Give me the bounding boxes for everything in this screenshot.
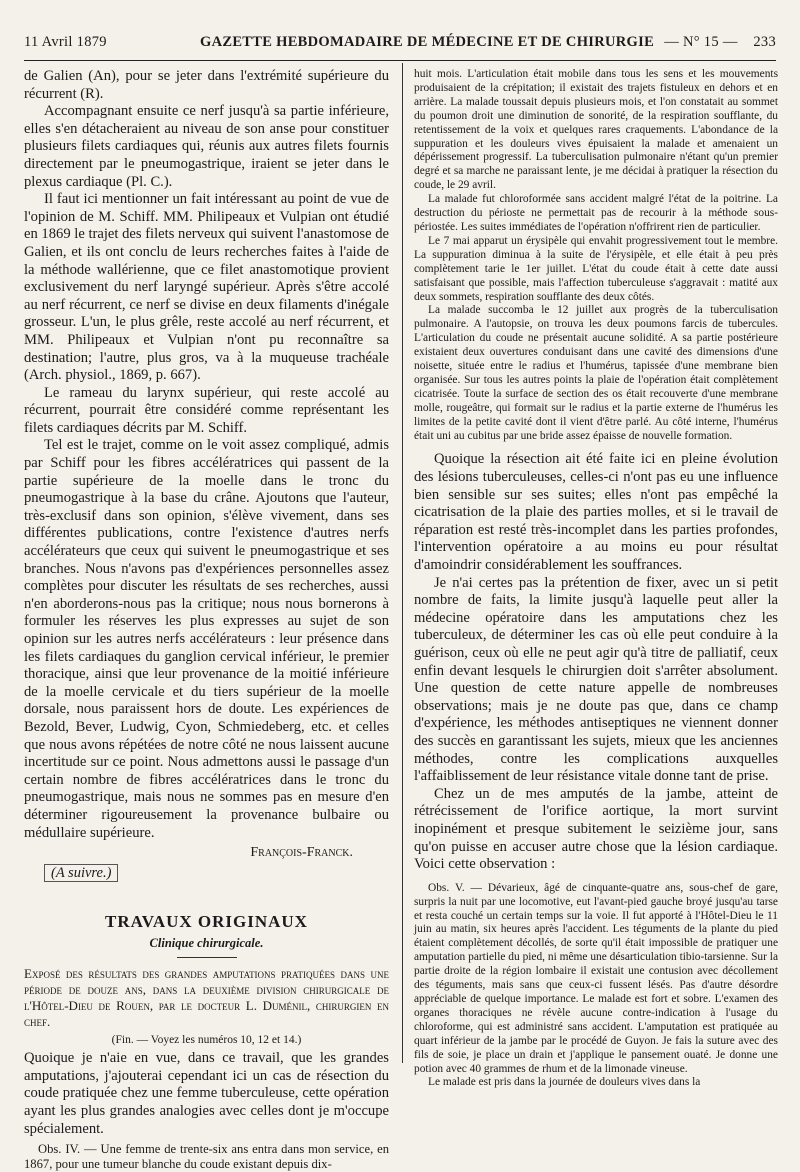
observation-paragraph: Obs. V. — Dévarieux, âgé de cinquante-quatre ans, sous-chef de gare, surpris la nuit par une locomotive, eut l'avant-pied gauche broyé jusqu'au tarse et resta couché un certain temps sur la voie. Il fut apporté à l'Hôtel-Dieu le 11 juin au matin, six heures après l'accident. Les téguments de la plante du pied étaient complètement décollés, de sorte qu'il était impossible de pratiquer une amputation partielle du pied, ni même une désarticulation tibio-tarsienne. Sur la partie droite de la région lombaire il existait une contusion avec décollement des téguments, mais sans que ceux-ci fussent lésés. Pas d'autre désordre appréciable de quelque importance. Le malade est fort et sobre. L'examen des organes thoraciques ne révèle aucune contre-indication à l'usage du chloroforme, qui est administré sans accident. L'amputation est pratiquée au quart inférieur de la jambe par le procédé de Guyon. Je fais la suture avec des fils de soie, je place un drain et j'applique le pansement ouaté. Je donne une potion avec 40 grammes de rhum et de la limonade vineuse. [414, 881, 778, 1075]
journal-title: GAZETTE HEBDOMADAIRE DE MÉDECINE ET DE CHIRURGIE [200, 34, 655, 50]
paragraph: Il faut ici mentionner un fait intéressant au point de vue de l'opinion de M. Schiff. MM. Philipeaux et Vulpian ont étudié en 1869 le trajet des filets nerveux qui suivent l'anastomose de Galien, et ils ont conclu de leurs recherches faites à l'aide de la méthode wallérienne, que ce filet anastomotique provient exclusivement du nerf laryngé supérieur. Après s'être accolé au nerf récurrent, ce nerf se divise en deux filaments d'inégale grosseur. L'un, le plus grêle, reste accolé au nerf récurrent, et MM. Philipeaux et Vulpian n'ont pu reconnaître sa destination; l'autre, plus gros, va à la muqueuse trachéale (Arch. physiol., 1869, p. 667). [24, 191, 389, 384]
issue-number-and-page [664, 34, 776, 51]
article-continuation-note: (Fin. — Voyez les numéros 10, 12 et 14.) [111, 1034, 302, 1047]
paragraph: Quoique la résection ait été faite ici en pleine évolution des lésions tuberculeuses, celles-ci n'ont pas eu une influence bien sensible sur ses suites; elles n'ont pas empêché la cicatrisation de la plaie des parties molles, et si le travail de réparation est resté très-incomplet dans les parties profondes, l'intervention opératoire a au moins eu pour résultat d'amoindrir considérablement les souffrances. [414, 451, 778, 574]
to-be-continued-text: (A suivre.) [44, 864, 118, 882]
paragraph: de Galien (An), pour se jeter dans l'extrémité supérieure du récurrent (R). [24, 68, 389, 102]
paragraph: Accompagnant ensuite ce nerf jusqu'à sa partie inférieure, elles s'en détacheraient au niveau de son anse pour constituer plusieurs filets cardiaques qui, réunis aux autres filets fournis directement par le pneumogastrique, iraient se jeter dans le plexus cardiaque (Pl. C.). [24, 103, 389, 190]
paragraph: Je n'ai certes pas la prétention de fixer, avec un si petit nombre de faits, la limite jusqu'à laquelle peut aller la médecine opératoire dans les amputations chez les tuberculeux, de déterminer les cas où elle peut conduire à la guérison, ceux où elle ne peut agir qu'à titre de palliatif, ceux enfin devant lesquels le chirurgien doit s'arrêter absolument. Une question de cette nature appelle de nombreuses observations; mais je ne doute pas que, dans ce champ d'expérience, les méthodes antiseptiques ne viennent donner des succès en garantissant les sujets, mieux que les anciennes méthodes, contre les complications auxquelles l'affaiblissement de leur résistance vitale donne tant de prise. [414, 574, 778, 785]
header-rule [24, 60, 776, 61]
right-column [414, 68, 778, 1090]
observation: Obs. IV. — Une femme de trente-six ans entra dans mon service, en 1867, pour une tumeur blanche du coude existant depuis dix- [24, 1142, 389, 1172]
left-column [24, 68, 389, 1172]
observation-paragraph: Le malade est pris dans la journée de douleurs vives dans la [428, 1076, 701, 1089]
observation-paragraph: La malade succomba le 12 juillet aux progrès de la tuberculisation pulmonaire. A l'autopsie, on trouva les deux poumons farcis de tubercules. L'articulation du coude ne présentait aucune solidité. A sa partie postérieure existaient deux ouvertures conduisant dans une cavité des dimensions d'une noisette, située entre le radius et l'humérus, tapissée d'une membrane bien organisée. Sur tous les autres points la plaie de l'opération était complètement cicatrisée. Toute la surface de section des os était recouverte d'une membrane molle, rougeâtre, qui formait sur le radius et la partie externe de l'humérus les limites de la petite cavité dont il vient d'être parlé. Au côté interne, l'humérus était uni au cubitus par une bride assez épaisse de nouvelle formation. [414, 304, 778, 442]
section-title: TRAVAUX ORIGINAUX [105, 912, 308, 932]
paragraph: Tel est le trajet, comme on le voit assez compliqué, admis par Schiff pour les fibres accélératrices qui passent de la partie supérieure de la moelle dans le tronc du pneumogastrique à la base du crâne. Ajoutons que l'auteur, très-exclusif dans son opinion, s'élève vivement, dans ses différentes publications, contre l'existence d'autres nerfs accélérateurs que ceux qui suivent le pneumogastrique et ses branches. Nous n'avons pas d'expériences personnelles assez complètes pour discuter les résultats de ses recherches, aussi n'en aborderons-nous pas la critique; nous nous bornerons à formuler les réserves les plus expresses au sujet de son opinion sur les autres nerfs accélérateurs : leur présence dans les filets cardiaques du ganglion cervical inférieur, le premier thoracique, ainsi que leur provenance de la moitié inférieure de la moelle cervicale et du tiers supérieur de la moelle dorsale, nous paraissent hors de doute. Les expériences de Bezold, Bever, Ludwig, Cyon, Schmiedeberg, etc. et celles que nous avons répétées de notre côté ne nous laissent aucune incertitude sur ce point. Nous admettons aussi le passage d'un certain nombre de fibres accélératrices dans le tronc du pneumogastrique, mais nous ne sommes pas en mesure d'en déterminer rigoureusement la provenance bulbaire ou médullaire supérieure. [24, 437, 389, 841]
observation-paragraph: huit mois. L'articulation était mobile dans tous les sens et les mouvements produisaient de la crépitation; il existait des trajets fistuleux en dehors et en arrière. La malade toussait depuis plusieurs mois, et l'on constatait au sommet du poumon droit une diminution de sonorité, de la respiration soufflante, du retentissement de la voix et quelques rares craquements. L'abondance de la suppuration et les douleurs vives épuisaient la malade et amenaient un dépérissement progressif. La tuberculisation pulmonaire n'étant qu'un premier degré et sa marche ne paraissant lente, je me décidai à pratiquer la résection du coude, le 29 avril. [414, 68, 778, 192]
spacer [414, 443, 778, 451]
paragraph: Chez un de mes amputés de la jambe, atteint de rétrécissement de l'orifice aortique, la mort survint inopinément et presque subitement le seizième jour, sans qu'on puisse en accuser autre chose que la lésion cardiaque. Voici cette observation : [414, 785, 778, 873]
column-divider [402, 63, 403, 1063]
section-rule [177, 957, 237, 958]
article-title: Exposé des résultats des grandes amputations pratiquées dans une période de douze ans, dans la deuxième division chirurgicale de l'Hôtel-Dieu de Rouen, par le docteur L. Duménil, chirurgien en chef. [24, 966, 389, 1030]
paragraph: Quoique je n'aie en vue, dans ce travail, que les grandes amputations, j'ajouterai cependant ici un cas de résection du coude pratiquée chez une femme tuberculeuse, cette opération ayant les plus grandes analogies avec celles dont je m'occupe spécialement. [24, 1050, 389, 1137]
issue-number: — N° 15 — [664, 34, 738, 50]
author-signature: François-Franck. [250, 845, 353, 861]
issue-date: 11 Avril 1879 [24, 34, 107, 50]
observation-paragraph: Le 7 mai apparut un érysipèle qui envahit progressivement tout le membre. La suppuration diminua à la suite de l'érysipèle, et elle était à peu près complètement tarie le 1er juillet. L'état du coude était à cette date aussi satisfaisant que possible, mais l'affection tuberculeuse s'aggravait : matité aux deux sommets, respiration soufflante des deux côtés. [414, 234, 778, 303]
spacer [414, 874, 778, 882]
page-header [24, 34, 776, 56]
to-be-continued [44, 864, 389, 882]
page-number: 233 [753, 34, 776, 50]
paragraph: Le rameau du larynx supérieur, qui reste accolé au récurrent, pourrait être considéré comme représentant les filets cardiaques décrits par M. Schiff. [24, 384, 389, 436]
observation-paragraph: La malade fut chloroformée sans accident malgré l'état de la poitrine. La destruction du périoste ne permettait pas de recourir à la méthode sous-périostée. Les suites immédiates de l'opération n'offrirent rien de particulier. [414, 193, 778, 233]
section-subtitle: Clinique chirurgicale. [149, 936, 264, 951]
